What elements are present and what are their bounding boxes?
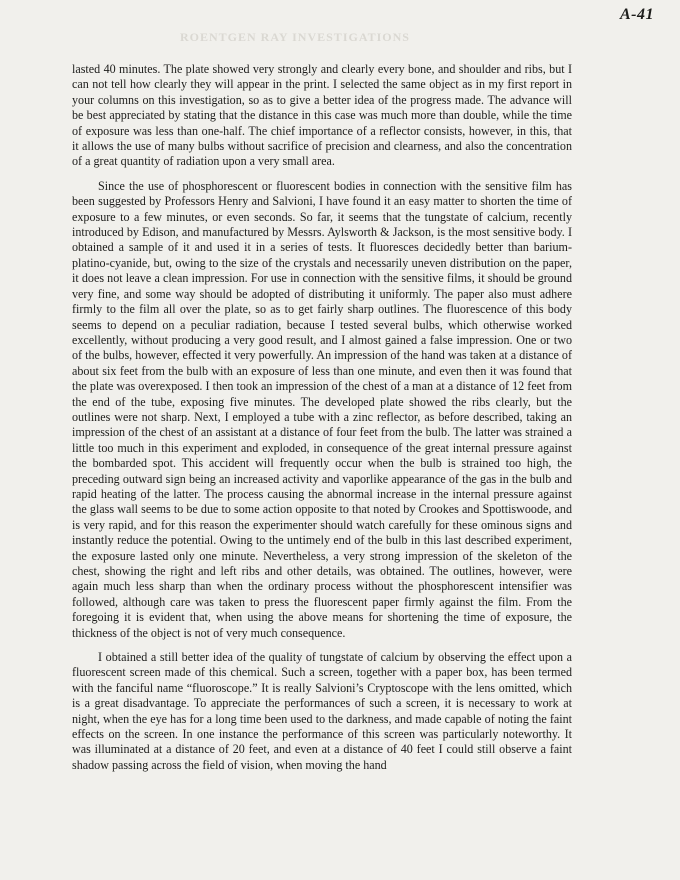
paragraph-2: Since the use of phosphorescent or fluorescent bodies in connection with the sensitive film has been suggested by Professors Henry and Salvioni, I have found it an easy matter to shorten the time of exposure to a few minutes, or even seconds. So far, it seems that the tungstate of calcium, recently introduced by Edison, and manufactured by Messrs. Aylsworth & Jackson, is the most sensitive body. I obtained a sample of it and used it in a series of tests. It fluoresces decidedly better than barium-platino-cyanide, but, owing to the size of the crystals and necessarily uneven distribution on the paper, it does not leave a clean impression. For use in connection with the sensitive films, it should be ground very fine, and some way should be adopted of distributing it uniformly. The paper also must adhere firmly to the film all over the plate, so as to get fairly sharp outlines. The fluorescence of this body seems to depend on a peculiar radiation, because I tested several bulbs, which otherwise worked excellently, without producing a very good result, and I almost gained a false impression. One or two of the bulbs, however, effected it very powerfully. An impression of the hand was taken at a distance of about six feet from the bulb with an exposure of less than one minute, and even then it was found that the plate was overexposed. I then took an impression of the chest of a man at a distance of 12 feet from the end of the tube, exposing five minutes. The developed plate showed the ribs clearly, but the outlines were not sharp. Next, I employed a tube with a zinc reflector, as before described, taking an impression of the chest of an assistant at a distance of four feet from the bulb. The latter was strained a little too much in this experiment and exploded, in consequence of the great internal pressure against the bombarded spot. This accident will frequently occur when the bulb is strained too high, the preceding outward sign being an increased activity and vaporlike appearance of the gas in the bulb and rapid heating of the latter. The process causing the abnormal increase in the internal pressure against the glass wall seems to be due to some action opposite to that noted by Crookes and Spottiswoode, and is very rapid, and for this reason the experimenter should watch carefully for these ominous signs and instantly reduce the potential. Owing to the untimely end of the bulb in this last described experiment, the exposure lasted only one minute. Nevertheless, a very strong impression of the skeleton of the chest, showing the right and left ribs and other details, was obtained. The outlines, however, were again much less sharp than when the ordinary process without the phosphorescent intensifier was followed, although care was taken to press the fluorescent paper firmly against the film. From the foregoing it is evident that, when using the above means for shortening the time of exposure, the thickness of the object is not of very much consequence.: [72, 178, 572, 640]
paragraph-3: I obtained a still better idea of the quality of tungstate of calcium by observing the effect upon a fluorescent screen made of this chemical. Such a screen, together with a paper box, has been termed with the fanciful name “fluoroscope.” It is really Salvioni’s Cryptoscope with the lens omitted, which is a great disadvantage. To appreciate the performances of such a screen, it is necessary to work at night, when the eye has for a long time been used to the darkness, and made capable of noting the faint effects on the screen. In one instance the performance of this screen was particularly noteworthy. It was illuminated at a distance of 20 feet, and even at a distance of 40 feet I could still observe a faint shadow passing across the field of vision, when moving the hand: [72, 650, 572, 772]
page-number: A-41: [620, 6, 654, 23]
body-text: [72, 62, 572, 773]
show-through-header: ROENTGEN RAY INVESTIGATIONS: [180, 30, 410, 44]
paragraph-1: lasted 40 minutes. The plate showed very strongly and clearly every bone, and shoulder and ribs, but I can not tell how clearly they will appear in the print. I selected the same object as in my first report in your columns on this investigation, so as to give a better idea of the progress made. The advance will be best appreciated by stating that the distance in this case was much more than double, while the time of exposure was less than one-half. The chief importance of a reflector consists, however, in this, that it allows the use of many bulbs without sacrifice of precision and clearness, and also the concentration of a great quantity of radiation upon a very small area.: [72, 62, 572, 169]
